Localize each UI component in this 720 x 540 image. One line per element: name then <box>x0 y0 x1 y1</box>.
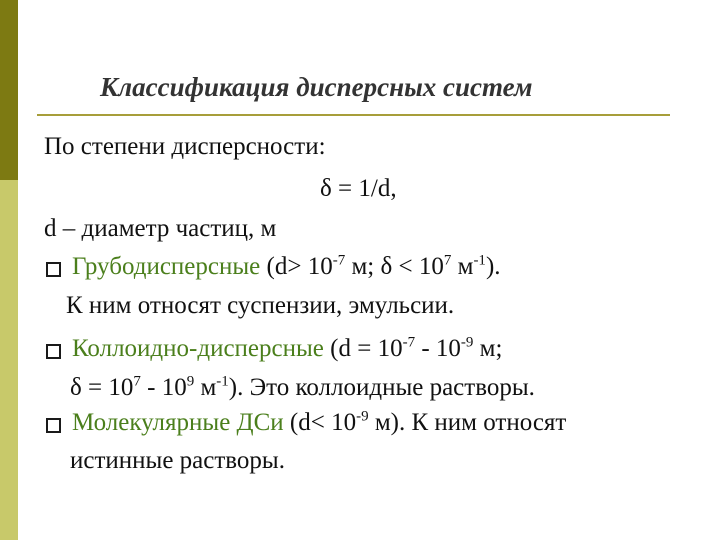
exponent: 7 <box>133 373 141 390</box>
list-item-molecular <box>72 409 566 437</box>
slide-title: Классификация дисперсных систем <box>100 72 533 102</box>
square-bullet-icon <box>46 418 61 433</box>
title-divider <box>37 114 670 116</box>
item-text: м). К ним относят <box>368 409 567 436</box>
item-text: ). Это коллоидные растворы. <box>228 374 535 401</box>
item-text: м <box>194 374 217 401</box>
exponent: -7 <box>402 334 416 351</box>
list-item-colloid <box>72 335 502 363</box>
exponent: -7 <box>332 252 346 269</box>
formula: δ = 1/d, <box>320 175 397 202</box>
exponent: -9 <box>356 408 369 425</box>
list-item-molecular-note: истинные растворы. <box>70 447 285 474</box>
item-text: (d> 10 <box>260 253 333 280</box>
list-item-coarse <box>72 253 501 281</box>
item-text: (d = 10 <box>323 335 403 362</box>
item-text: δ = 10 <box>70 374 134 401</box>
item-text: м; <box>473 335 503 362</box>
item-text: м <box>451 253 474 280</box>
square-bullet-icon <box>46 344 61 359</box>
exponent: -9 <box>460 334 474 351</box>
item-text: м; δ < 10 <box>345 253 444 280</box>
list-item-coarse-note: К ним относят суспензии, эмульсии. <box>66 292 455 319</box>
exponent: 9 <box>186 373 195 390</box>
subtitle: По степени дисперсности: <box>44 133 326 160</box>
definition: d – диаметр частиц, м <box>44 215 277 242</box>
item-text: - 10 <box>140 374 187 401</box>
item-name: Грубодисперсные <box>72 253 261 280</box>
square-bullet-icon <box>46 262 61 277</box>
item-text: (d< 10 <box>283 409 357 436</box>
left-accent-bar-dark <box>0 0 18 180</box>
exponent: 7 <box>443 252 452 269</box>
item-name: Молекулярные ДСи <box>72 409 284 436</box>
item-text: - 10 <box>415 335 461 362</box>
left-accent-bar-light <box>0 180 18 540</box>
item-name: Коллоидно-дисперсные <box>72 335 324 362</box>
list-item-colloid-note <box>70 374 535 402</box>
exponent: -1 <box>216 373 229 390</box>
exponent: -1 <box>473 252 486 269</box>
item-text: ). <box>485 253 501 280</box>
